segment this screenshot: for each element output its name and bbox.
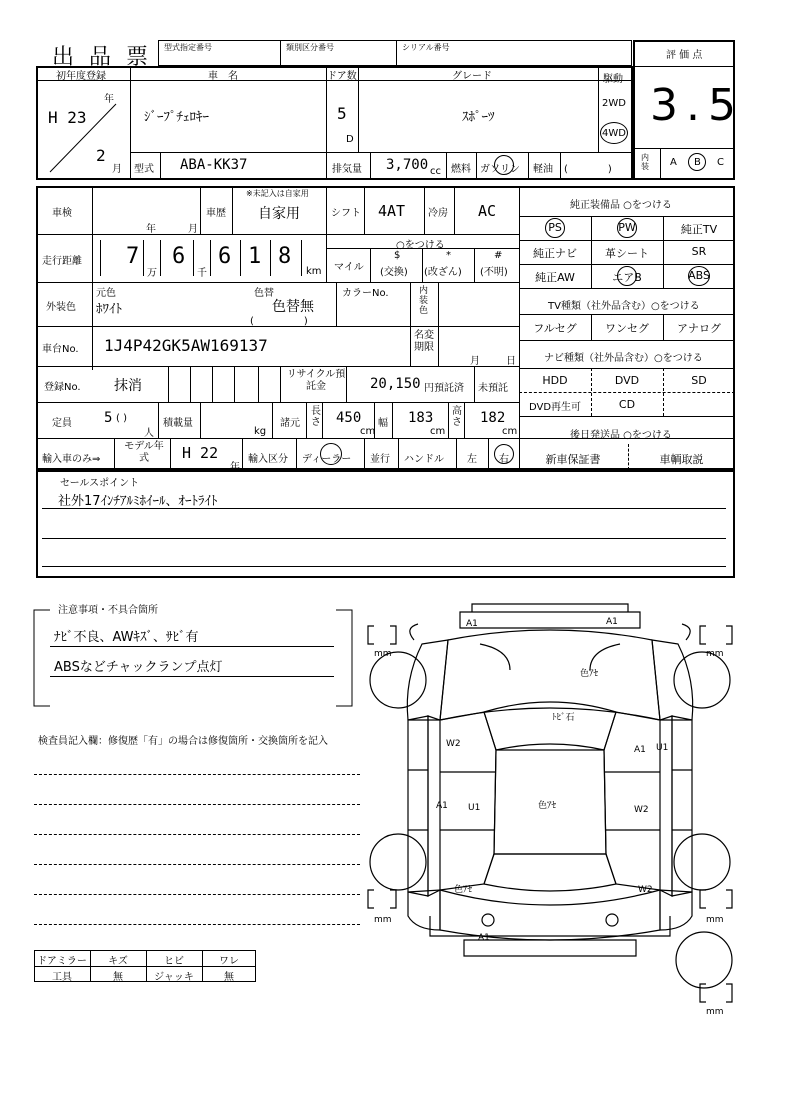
length-unit: cm (360, 426, 376, 437)
ac-label: 冷房 (428, 208, 448, 219)
notes-label: 注意事項・不具合箇所 (56, 601, 160, 616)
navi-hdd: HDD (542, 374, 568, 387)
mark-roof: 色ｱｾ (538, 801, 557, 811)
car-name: ｼﾞｰﾌﾟﾁｪﾛｷｰ (144, 110, 209, 125)
interior-grade-a: A (670, 157, 677, 168)
rating-score: 3.5 (650, 80, 744, 131)
notes-line-2: ABSなどチャックランプ点灯 (54, 660, 223, 675)
mark-windshield: ﾄﾋﾞ石 (552, 713, 575, 723)
first-reg-month-unit: 月 (112, 164, 122, 175)
height-unit: cm (502, 426, 518, 437)
navi-dvd: DVD (614, 374, 640, 387)
import-parallel: 並行 (370, 454, 390, 465)
drive-4wd: 4WD (602, 128, 626, 139)
equip-tv: 純正TV (680, 223, 718, 236)
capacity-paren: ( ) (116, 413, 127, 424)
mark-left-front-door: W2 (446, 739, 461, 749)
reg-value: 抹消 (114, 378, 142, 394)
width-label: 幅 (378, 418, 388, 429)
mileage-exchange-mark: $ (394, 250, 401, 261)
interior-grade-b: B (694, 157, 701, 168)
equip-airbag: エアB (612, 271, 642, 284)
model-year-value: H 22 (182, 444, 219, 462)
legend-tools-value: 無 (113, 972, 123, 983)
recycle-none: 未預託 (478, 383, 508, 394)
mileage-attach-note: ○をつける (396, 240, 445, 251)
import-dealer-circle (320, 443, 342, 465)
capacity-label: 定員 (52, 418, 72, 429)
handle-right: 右 (499, 454, 509, 465)
document-title: 出 品 票 (52, 45, 152, 70)
length-label: 長さ (311, 406, 321, 428)
history-note: ※未記入は自家用 (246, 189, 309, 198)
mileage-digit-1: 7 (126, 244, 140, 269)
history-value: 自家用 (258, 206, 300, 222)
tv-oneseg: ワンセグ (605, 322, 649, 335)
mileage-digit-5: 8 (278, 244, 292, 269)
repaint-value: 色替無 (272, 299, 314, 315)
repaint-label: 色替 (254, 288, 274, 299)
fuel-gasoline: ガソリン (480, 164, 520, 175)
first-reg-month: 2 (96, 146, 106, 165)
mileage-sen: 千 (197, 268, 207, 279)
notes-line-1: ﾅﾋﾞ不良、AWｷｽﾞ、ｻﾋﾞ有 (54, 630, 199, 645)
mark-left-rear-fender: 色ｱｾ (454, 885, 473, 895)
displacement-value: 3,700 (386, 157, 429, 173)
later-manual: 車輌取説 (659, 453, 704, 466)
equip-navi: 純正ナビ (533, 247, 577, 260)
equip-abs-circle (688, 266, 710, 286)
equip-leather: 革シート (605, 247, 649, 260)
reg-label: 登録No. (44, 382, 81, 393)
header-code-box (158, 40, 632, 66)
first-reg-label: 初年度登録 (56, 71, 106, 82)
mark-right-front-door-a: A1 (634, 745, 646, 755)
doors-label: ドア数 (327, 71, 357, 82)
sales-text: 社外17ｲﾝﾁｱﾙﾐﾎｲｰﾙ、ｵｰﾄﾗｲﾄ (58, 494, 218, 509)
navi-cd: CD (618, 398, 636, 411)
mileage-man: 万 (147, 268, 157, 279)
model-label: 型式 (134, 164, 154, 175)
grade-label: グレード (452, 71, 492, 82)
fuel-other-paren: ( ) (564, 164, 612, 175)
mm-front-right: mm (706, 649, 724, 659)
door-type: D (346, 134, 354, 145)
inspection-month-unit: 月 (188, 224, 198, 235)
recycle-label: リサイクル預託金 (286, 369, 346, 392)
handle-label: ハンドル (404, 454, 444, 465)
navi-title: ナビ種類（社外品含む）○をつける (544, 353, 703, 364)
mark-hood: 色ｱｾ (580, 669, 599, 679)
mark-right-rear-fender: W2 (638, 885, 653, 895)
car-damage-diagram (360, 600, 760, 1020)
interior-grade-c: C (717, 157, 724, 168)
tv-fullseg: フルセグ (533, 322, 577, 335)
fuel-gasoline-circle (494, 155, 514, 175)
fuel-label: 燃料 (451, 164, 471, 175)
mark-left-rear-door-a: A1 (436, 801, 448, 811)
recycle-value: 20,150 (370, 376, 421, 392)
mm-rear-right: mm (706, 915, 724, 925)
displacement-label: 排気量 (332, 164, 362, 175)
class-number-label: 類別区分番号 (286, 43, 334, 52)
history-label: 車歴 (206, 208, 226, 219)
width-unit: cm (430, 426, 446, 437)
shift-label: シフト (331, 208, 361, 219)
mileage-label: 走行距離 (42, 256, 82, 267)
dims-label: 諸元 (280, 418, 300, 429)
fuel-diesel: 軽油 (533, 164, 553, 175)
title-expiry-label: 名変期限 (414, 330, 434, 353)
capacity-value: 5 (104, 410, 113, 426)
equip-pw: PW (618, 221, 636, 234)
equip-abs: ABS (688, 269, 710, 282)
mileage-digit-2: 6 (172, 244, 186, 269)
recycle-unit: 円預託済 (424, 383, 464, 394)
equip-sr: SR (691, 245, 707, 258)
mileage-exchange: (交換) (380, 267, 408, 278)
mm-front-left: mm (374, 649, 392, 659)
mark-front-bumper-right: A1 (606, 617, 618, 627)
handle-left: 左 (467, 454, 477, 465)
sales-label: セールスポイント (60, 478, 140, 489)
import-cat-label: 輸入区分 (248, 454, 288, 465)
load-label: 積載量 (163, 418, 193, 429)
height-value: 182 (480, 410, 506, 426)
shift-value: 4AT (378, 202, 406, 220)
legend-scratch: キズ (108, 956, 128, 967)
handle-right-circle (494, 444, 514, 464)
original-color-label: 元色 (96, 288, 116, 299)
mark-left-rear-door-u: U1 (468, 803, 481, 813)
color-no-label: カラーNo. (342, 288, 389, 299)
ac-value: AC (478, 202, 497, 220)
interior-color-label: 内装色 (419, 286, 429, 316)
mark-rear-bumper: A1 (478, 933, 490, 943)
mileage-altered-mark: * (446, 250, 451, 261)
mileage-digit-4: 1 (248, 244, 262, 269)
tv-title: TV種類（社外品含む）○をつける (548, 301, 700, 312)
inspection-label: 車検 (52, 208, 72, 219)
doors-value: 5 (337, 104, 347, 123)
mark-right-front-door-u: U1 (656, 743, 669, 753)
import-dealer: ディーラー (302, 454, 352, 465)
legend-tools: 工具 (52, 972, 72, 983)
interior-grade-circle (688, 153, 706, 171)
mileage-altered: (改ざん) (424, 267, 462, 278)
first-reg-year-unit: 年 (104, 94, 114, 105)
type-designation-label: 型式指定番号 (164, 43, 212, 52)
model-value: ABA-KK37 (180, 157, 248, 173)
legend-jack-value: 無 (224, 972, 234, 983)
mark-front-bumper-left: A1 (466, 619, 478, 629)
import-only-label: 輸入車のみ⇒ (42, 454, 101, 465)
legend-mirror: ドアミラー (37, 956, 87, 967)
drive-4wd-circle (600, 122, 628, 144)
legend-break: ワレ (219, 956, 239, 967)
mileage-unknown-mark: # (494, 250, 503, 261)
drive-2wd: 2WD (602, 98, 626, 109)
later-warranty: 新車保証書 (545, 453, 601, 466)
mileage-unknown: (不明) (480, 267, 508, 278)
sales-box (36, 470, 735, 578)
width-value: 183 (408, 410, 434, 426)
title-expiry-day-unit: 日 (506, 356, 516, 367)
car-name-label: 車 名 (208, 71, 238, 82)
repaint-paren: ( ) (250, 316, 308, 327)
inspection-year-unit: 年 (146, 224, 156, 235)
model-year-unit: 年 (230, 462, 240, 473)
displacement-unit: cc (430, 166, 441, 177)
serial-number-label: シリアル番号 (402, 43, 450, 52)
navi-dvd-play: DVD再生可 (528, 402, 582, 413)
navi-sd: SD (691, 374, 707, 387)
drive-label: 駆動 (603, 74, 623, 85)
mm-rear-left: mm (374, 915, 392, 925)
load-unit: kg (254, 426, 267, 437)
mileage-digit-3: 6 (218, 244, 232, 269)
mark-right-rear-door: W2 (634, 805, 649, 815)
mileage-mile: マイル (334, 262, 364, 273)
mm-spare: mm (706, 1007, 724, 1017)
exterior-label: 外装色 (46, 302, 76, 313)
chassis-value: 1J4P42GK5AW169137 (104, 336, 268, 355)
equip-airbag-circle (617, 266, 637, 286)
mileage-km: km (306, 266, 322, 277)
chassis-label: 車台No. (42, 344, 79, 355)
title-expiry-month-unit: 月 (470, 356, 480, 367)
grade-value: ｽﾎﾟｰﾂ (462, 110, 495, 125)
inspector-label: 検査員記入欄：修復歴「有」の場合は修復箇所・交換箇所を記入 (38, 736, 328, 747)
rating-label: 評 価 点 (666, 50, 703, 61)
equip-ps: PS (548, 221, 562, 234)
interior-label: 内装 (641, 153, 649, 171)
equip-title: 純正装備品 ○をつける (570, 200, 672, 211)
length-value: 450 (336, 410, 362, 426)
equip-ps-circle (545, 218, 565, 238)
height-label: 高さ (452, 406, 462, 428)
first-reg-era: H 23 (48, 108, 87, 127)
equip-pw-circle (617, 218, 637, 238)
later-title: 後日発送品 ○をつける (570, 430, 672, 441)
model-year-label: モデル年式 (124, 441, 164, 464)
capacity-unit: 人 (144, 428, 154, 439)
legend-jack: ジャッキ (154, 972, 194, 983)
tv-analog: アナログ (677, 322, 721, 335)
legend-crack: ヒビ (164, 956, 184, 967)
exterior-color-value: ﾎﾜｲﾄ (96, 302, 122, 317)
equip-aw: 純正AW (535, 271, 575, 284)
